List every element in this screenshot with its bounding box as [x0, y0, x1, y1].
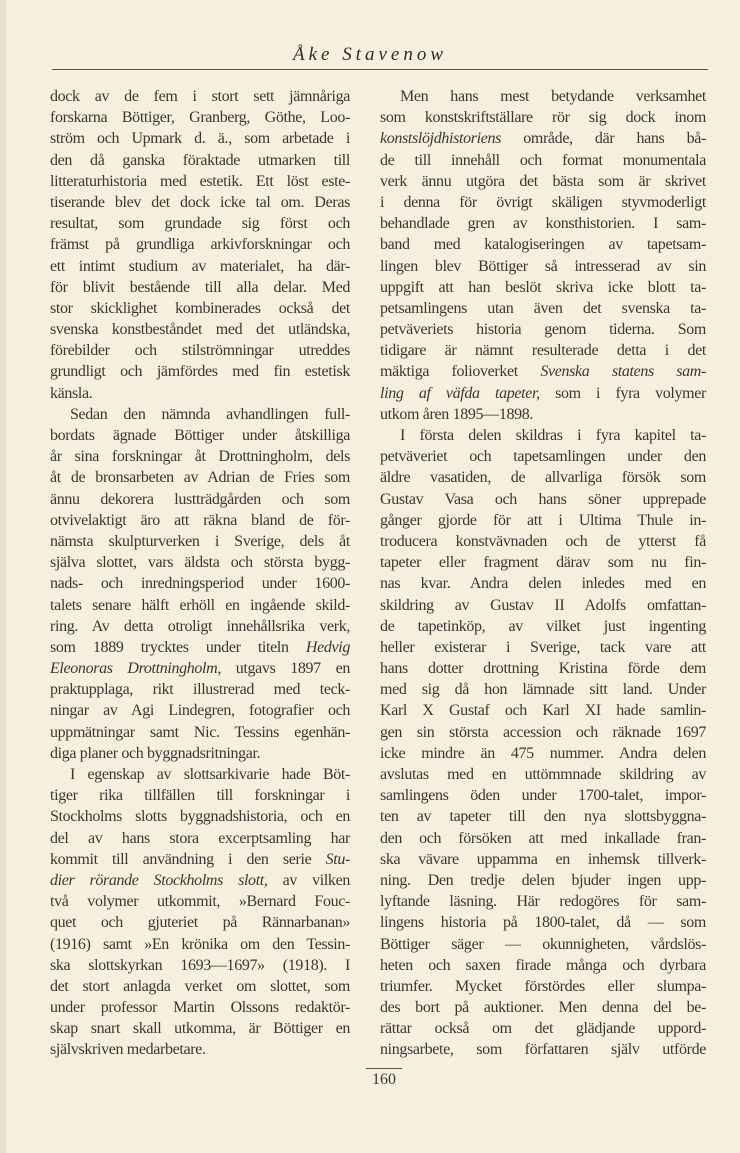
body-text: gen sin största accession och räknade 1697	[380, 723, 706, 741]
text-line	[380, 870, 706, 891]
body-text: del av hans stora excerptsamling har	[50, 829, 350, 847]
text-line	[380, 150, 706, 171]
body-text: petsamlingens utan även det svenska ta-	[380, 299, 706, 317]
body-text: nämsta skulpturverken i Sverige, dels åt	[50, 532, 350, 550]
body-text: lingens historia på 1800-talet, då — som	[380, 914, 706, 932]
body-text: det stort anlagda verket om slottet, som	[50, 977, 350, 995]
body-text: med sig då hon lämnade sitt land. Under	[380, 681, 706, 699]
text-line	[380, 319, 706, 340]
text-line	[380, 679, 706, 700]
body-text: verk ännu utgöra det bästa som är skrivet	[380, 172, 706, 190]
body-text: förebilder och stilströmningar utreddes	[50, 342, 350, 360]
text-line	[50, 1039, 350, 1060]
text-line	[50, 722, 350, 743]
text-line	[50, 128, 350, 149]
body-text: i denna för övrigt skäligen styvmoderligt	[380, 193, 706, 211]
body-text: rättar också om det glädjande uppord-	[380, 1020, 706, 1038]
body-text: heller existerar i Sverige, tack vare att	[380, 638, 706, 656]
text-line	[50, 489, 350, 510]
text-line	[50, 743, 350, 764]
body-text: Böttiger säger — okunnigheten, vårdslös-	[380, 935, 706, 953]
body-text: icke mindre än 475 nummer. Andra delen	[380, 744, 706, 762]
body-text: ningsarbete, som författaren själv utförde	[380, 1041, 706, 1059]
text-line	[50, 107, 350, 128]
body-text: ningar av Agi Lindegren, fotografier och	[50, 702, 350, 720]
body-text: äldre vasatiden, de allvarliga försök som	[380, 469, 706, 487]
text-line	[380, 467, 706, 488]
text-line	[380, 107, 706, 128]
text-line	[380, 976, 706, 997]
body-text: som i fyra volymer	[539, 384, 707, 402]
body-text: åt de bronsarbeten av Adrian de Fries som	[50, 469, 350, 487]
body-text: tapeter eller fragment därav som nu fin-	[380, 554, 706, 572]
text-line	[380, 531, 706, 552]
body-text: talets senare hälft erhöll en ingående skild-	[50, 596, 350, 614]
text-line	[380, 722, 706, 743]
body-text: triumfer. Mycket förstördes eller slumpa-	[380, 977, 706, 995]
italic-title-text: Stu-	[325, 850, 350, 868]
text-line	[50, 192, 350, 213]
text-line	[50, 870, 350, 891]
body-text: grundligt och jämfördes med fin estetisk	[50, 363, 350, 381]
body-text: litteraturhistoria med estetik. Ett löst este-	[50, 172, 350, 190]
body-text: (1916) samt »En krönika om den Tessin-	[50, 935, 350, 953]
text-line	[380, 552, 706, 573]
text-line	[380, 361, 706, 382]
text-line	[50, 700, 350, 721]
text-line	[50, 785, 350, 806]
body-text: av vilken	[267, 871, 350, 889]
text-line	[50, 891, 350, 912]
text-line	[380, 891, 706, 912]
body-text: quet och gjuteriet på Rännarbanan»	[50, 914, 350, 932]
body-text: petväveriets historia genom tiderna. Som	[380, 321, 706, 339]
italic-title-text: ling af väfda tapeter,	[380, 384, 540, 402]
text-line	[380, 658, 706, 679]
text-line	[50, 912, 350, 933]
text-line	[380, 489, 706, 510]
text-line	[380, 277, 706, 298]
body-text: Men hans mest betydande verksamhet	[400, 88, 706, 105]
body-text: nas kvar. Andra delen inledes med en	[380, 575, 706, 593]
body-text: tidigare är nämnt resulterade detta i det	[380, 342, 706, 360]
text-line	[50, 361, 350, 382]
body-text: ska slottskyrkan 1693—1697» (1918). I	[50, 956, 350, 974]
body-text: gånger gjorde för att i Ultima Thule in-	[380, 511, 706, 529]
text-line	[50, 764, 350, 785]
text-line	[50, 828, 350, 849]
text-line	[50, 806, 350, 827]
text-line	[50, 552, 350, 573]
text-line	[50, 404, 350, 425]
text-line	[50, 1018, 350, 1039]
body-text: resultat, som grundade sig först och	[50, 215, 350, 233]
body-text: hans dotter drottning Kristina förde dem	[380, 660, 706, 678]
body-text: stor skicklighet kombinerades också det	[50, 299, 350, 317]
text-line	[380, 425, 706, 446]
text-line	[50, 277, 350, 298]
body-text: svenska konstbeståndet med det utländska,	[50, 321, 350, 339]
text-line	[380, 86, 706, 107]
text-line	[50, 573, 350, 594]
body-text: des bort på auktioner. Men denna del be-	[380, 999, 706, 1017]
body-text: forskarna Böttiger, Granberg, Göthe, Loo-	[50, 109, 350, 127]
text-line	[50, 997, 350, 1018]
body-text: tiserande blev det dock icke tal om. Deras	[50, 193, 350, 211]
text-line	[380, 234, 706, 255]
body-text: otvivelaktigt äro att räkna bland de för-	[50, 511, 350, 529]
text-line	[380, 700, 706, 721]
body-text: I första delen skildras i fyra kapitel ta-	[400, 427, 706, 444]
body-text: under professor Martin Olssons redaktör-	[50, 999, 350, 1017]
body-text: diga planer och byggnadsritningar.	[50, 744, 261, 762]
text-line	[380, 912, 706, 933]
text-line	[380, 595, 706, 616]
text-line	[50, 86, 350, 107]
page-number: 160	[372, 1071, 396, 1088]
body-text: nads- och inredningsperiod under 1600-	[50, 575, 350, 593]
body-text: praktupplaga, rikt illustrerad med teck-	[50, 681, 350, 699]
text-line	[380, 849, 706, 870]
text-line	[50, 616, 350, 637]
italic-title-text: Hedvig	[305, 638, 350, 656]
italic-title-text: Svenska statens sam-	[540, 363, 706, 381]
body-text: avslutas med en uttömmnade skildring av	[380, 766, 706, 783]
text-line	[380, 806, 706, 827]
text-line	[380, 785, 706, 806]
text-line	[50, 446, 350, 467]
body-text: den då ganska föraktade utmarken till	[50, 151, 350, 169]
body-text: de till innehåll och format monumentala	[380, 151, 706, 169]
text-line	[50, 976, 350, 997]
italic-title-text: Eleonoras Drottningholm,	[50, 660, 222, 678]
text-line	[380, 764, 706, 785]
body-text: för blivit bestående till alla delar. Med	[50, 278, 350, 296]
text-line	[380, 171, 706, 192]
body-text: Stockholms slotts byggnadshistoria, och en	[50, 808, 350, 826]
body-text: lyftande läsning. Här redogöres för sam-	[380, 893, 706, 911]
body-text: uppgift att han beslöt skriva icke blott ta-	[380, 278, 706, 296]
body-text: skap snart skall utkomma, är Böttiger en	[50, 1020, 350, 1038]
text-line	[50, 849, 350, 870]
body-text: Sedan den nämnda avhandlingen full-	[70, 405, 350, 423]
body-text: lingen blev Böttiger så intresserad av sin	[380, 257, 706, 275]
running-head: Åke Stavenow	[292, 44, 448, 65]
body-text: troducera konstvävnaden och de ytterst få	[380, 532, 706, 550]
text-line	[50, 383, 350, 404]
text-line	[380, 298, 706, 319]
text-line	[50, 934, 350, 955]
right-column	[380, 86, 706, 1061]
body-text: band med katalogiseringen av tapetsam-	[380, 236, 706, 254]
body-text: självskriven medarbetare.	[50, 1041, 206, 1059]
body-text: de tapetinköp, av vilket just ingenting	[380, 617, 706, 635]
text-line	[50, 595, 350, 616]
body-text: den och försöken att med inkallade fran-	[380, 829, 706, 847]
italic-title-text: dier rörande Stockholms slott,	[50, 871, 268, 889]
text-line	[50, 510, 350, 531]
body-text: år sina forskningar åt Drottningholm, dels	[50, 448, 350, 466]
left-column	[50, 86, 350, 1061]
body-text: uppmätningar samt Nic. Tessins egenhän-	[50, 723, 350, 741]
text-line	[50, 171, 350, 192]
body-text: ett intimt studium av materialet, ha där-	[50, 257, 350, 275]
text-line	[50, 637, 350, 658]
text-line	[50, 298, 350, 319]
body-text: tiger rika tillfällen till forskningar i	[50, 787, 350, 805]
text-line	[380, 616, 706, 637]
body-text: ström och Upmark d. ä., som arbetade i	[50, 130, 350, 148]
body-text: utkom åren 1895—1898.	[380, 405, 534, 423]
body-text: behandlade gren av konsthistorien. I sam-	[380, 215, 706, 233]
text-line	[380, 383, 706, 404]
text-line	[380, 256, 706, 277]
body-text: utgavs 1897 en	[221, 660, 350, 678]
text-line	[50, 319, 350, 340]
body-text: känsla.	[50, 384, 93, 402]
body-text: mäktiga folioverket	[380, 363, 541, 381]
page-number-rule	[366, 1068, 402, 1069]
body-text: Gustav Vasa och hans söner upprepade	[380, 490, 706, 508]
text-line	[380, 340, 706, 361]
body-text: dock av de fem i stort sett jämnåriga	[50, 88, 350, 105]
header-rule	[52, 69, 708, 70]
text-line	[50, 234, 350, 255]
body-text: främst på grundliga arkivforskningar och	[50, 236, 350, 254]
text-line	[380, 934, 706, 955]
body-text: heten och saxen firade många och dyrbara	[380, 956, 706, 974]
body-text: som 1889 trycktes under titeln	[50, 638, 306, 656]
body-text: ten av tapeter till den nya slottsbyggna-	[380, 808, 706, 826]
body-text: ännu dekorera lustträdgården och som	[50, 490, 350, 508]
text-line	[380, 510, 706, 531]
text-line	[50, 955, 350, 976]
text-line	[50, 425, 350, 446]
body-text: bordats ägnade Böttiger under åtskilliga	[50, 427, 350, 444]
body-text: själva slottet, vars äldsta och största bygg-	[50, 554, 350, 572]
body-text: ning. Den tredje delen bjuder ingen upp-	[380, 871, 706, 889]
text-line	[50, 467, 350, 488]
text-line	[50, 150, 350, 171]
body-text: ska vävare uppamma en inhemsk tillverk-	[380, 850, 706, 868]
text-line	[380, 446, 706, 467]
body-text: skildring av Gustav II Adolfs omfattan-	[380, 596, 706, 614]
text-line	[50, 531, 350, 552]
body-text: kommit till användning i den serie	[50, 850, 326, 868]
page-edge	[0, 0, 6, 1153]
text-line	[50, 658, 350, 679]
text-line	[380, 404, 706, 425]
text-line	[380, 128, 706, 149]
text-line	[380, 192, 706, 213]
text-line	[380, 1039, 706, 1060]
text-line	[380, 637, 706, 658]
text-line	[380, 743, 706, 764]
body-text: två volymer utkommit, »Bernard Fouc-	[50, 893, 350, 911]
text-line	[50, 340, 350, 361]
body-text: I egenskap av slottsarkivarie hade Böt-	[70, 766, 350, 783]
text-line	[380, 997, 706, 1018]
text-line	[380, 213, 706, 234]
text-line	[50, 213, 350, 234]
text-line	[380, 955, 706, 976]
italic-title-text: konstslöjdhistoriens	[380, 130, 502, 148]
text-line	[380, 828, 706, 849]
body-text: samlingens öden under 1700-talet, impor-	[380, 787, 706, 805]
text-line	[380, 1018, 706, 1039]
body-text: ring. Av detta otroligt innehållsrika verk,	[50, 617, 350, 635]
body-text: område, där hans bå-	[501, 130, 706, 148]
body-text: petväveriet och tapetsamlingen under den	[380, 448, 706, 466]
text-line	[380, 573, 706, 594]
body-text: som konstskriftställare rör sig dock inom	[380, 109, 706, 127]
text-line	[50, 679, 350, 700]
body-text: Karl X Gustaf och Karl XI hade samlin-	[380, 702, 706, 720]
text-line	[50, 256, 350, 277]
